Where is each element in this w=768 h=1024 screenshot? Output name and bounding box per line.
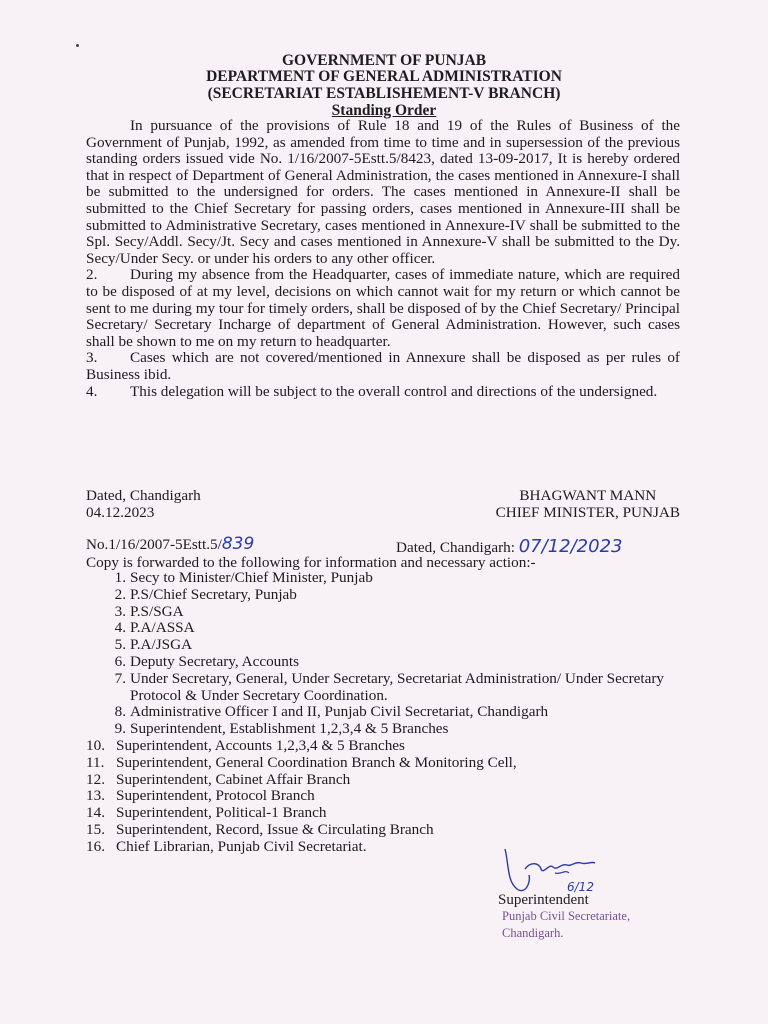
recipient-item	[86, 755, 686, 772]
recipient-item	[86, 772, 686, 789]
recipient-item	[86, 822, 686, 839]
recipient-item	[86, 721, 686, 738]
issue-date: 04.12.2023	[86, 504, 155, 521]
recipient-item	[86, 587, 686, 604]
paragraph-2	[86, 267, 680, 350]
paragraph-4	[86, 384, 680, 401]
paragraph-3-number: 3.	[86, 349, 98, 367]
recipient-number: 13.	[86, 787, 105, 805]
paragraph-3-text: Cases which are not covered/mentioned in Annexure shall be disposed as per rules of Business ibid.	[86, 349, 680, 383]
header-branch: (SECRETARIAT ESTABLISHEMENT-V BRANCH)	[207, 85, 561, 102]
recipient-text: P.A/ASSA	[130, 619, 195, 637]
superintendent-label: Superintendent	[498, 892, 589, 908]
recipient-text: Secy to Minister/Chief Minister, Punjab	[130, 569, 373, 586]
paragraph-1: In pursuance of the provisions of Rule 18 and 19 of the Rules of Business of the Government of Punjab, 1992, as amended from time to time and in supersession of the previous standing orders issued vide No. 1/16/2007-5Estt.5/8423, dated 13-09-2017, It is hereby ordered that in respect of Department of General Administration, the cases mentioned in Annexure-I shall be submitted to the undersigned for orders. The cases mentioned in Annexure-II shall be submitted to the Chief Secretary for passing orders, cases mentioned in Annexure-III shall be submitted to Administrative Secretary, cases mentioned in Annexure-IV shall be submitted to the Spl. Secy/Addl. Secy/Jt. Secy and cases mentioned in Annexure-V shall be submitted to the Dy. Secy/Under Secy. or under his orders to any other officer.	[86, 117, 680, 267]
recipient-number: 14.	[86, 804, 105, 822]
paragraph-2-text: During my absence from the Headquarter, cases of immediate nature, which are required to be disposed of at my level, decisions on which cannot wait for my return or which cannot be sent to me during my tour for timely orders, shall be disposed of by the Chief Secretary/ Principal Secretary/ Secretary Incharge of department of General Administration. However, such cases shall be shown to me on my return to headquarter.	[86, 266, 680, 350]
speck-mark	[76, 44, 79, 47]
recipient-item	[86, 738, 686, 755]
order-body	[86, 118, 680, 400]
paragraph-4-number: 4.	[86, 382, 98, 400]
recipient-number: 10.	[86, 736, 105, 754]
recipient-item	[86, 805, 686, 822]
recipient-number: 9.	[114, 720, 126, 738]
recipient-number: 1.	[114, 569, 126, 586]
issue-place: Dated, Chandigarh	[86, 487, 201, 504]
recipient-number: 6.	[114, 652, 126, 670]
recipient-list	[86, 570, 686, 856]
document-title: Standing Order	[331, 102, 437, 119]
header-government: GOVERNMENT OF PUNJAB	[281, 52, 487, 69]
recipient-text: Administrative Officer I and II, Punjab Civil Secretariat, Chandigarh	[130, 703, 549, 721]
header-department: DEPARTMENT OF GENERAL ADMINISTRATION	[206, 68, 562, 85]
recipient-item	[86, 620, 686, 637]
issue-place-date	[86, 487, 201, 521]
recipient-number: 7.	[114, 669, 126, 687]
recipient-text: Superintendent, Political-1 Branch	[116, 804, 327, 822]
handwritten-date: 07/12/2023	[518, 536, 623, 557]
recipient-text: P.A/JSGA	[130, 636, 193, 654]
recipient-number: 2.	[114, 585, 126, 603]
recipient-number: 11.	[86, 753, 105, 771]
recipient-item	[86, 654, 686, 671]
office-stamp	[502, 908, 630, 942]
paragraph-2-number: 2.	[86, 266, 98, 284]
recipient-item	[86, 788, 686, 805]
recipient-number: 3.	[114, 602, 126, 620]
recipient-item	[86, 671, 686, 705]
recipient-text: P.S/Chief Secretary, Punjab	[130, 585, 297, 603]
recipient-text: Deputy Secretary, Accounts	[130, 652, 299, 670]
recipient-number: 8.	[114, 703, 126, 721]
recipient-text: Chief Librarian, Punjab Civil Secretariat.	[116, 837, 367, 855]
recipient-text: Superintendent, Cabinet Affair Branch	[116, 770, 351, 788]
recipient-number: 12.	[86, 770, 105, 788]
recipient-text: P.S/SGA	[130, 602, 184, 620]
recipient-text: Superintendent, General Coordination Branch & Monitoring Cell,	[116, 753, 517, 771]
signatory-name: BHAGWANT MANN	[519, 487, 657, 504]
recipient-text: Superintendent, Record, Issue & Circulating Branch	[116, 820, 434, 838]
forwarding-date-label: Dated, Chandigarh:	[396, 539, 515, 556]
recipient-item	[86, 604, 686, 621]
recipient-number: 16.	[86, 837, 105, 855]
copy-forwarded-text: Copy is forwarded to the following for information and necessary action:-	[86, 554, 536, 571]
reference-number: No.1/16/2007-5Estt.5/	[86, 536, 222, 553]
recipient-item	[86, 570, 686, 587]
signature-date: 6/12	[567, 880, 594, 894]
recipient-number: 4.	[114, 619, 126, 637]
stamp-line-2: Chandigarh.	[502, 926, 564, 940]
signatory-block	[496, 487, 680, 521]
recipient-text: Under Secretary, General, Under Secretary, Secretariat Administration/ Under Secretary Protocol & Under Secretary Coordination.	[130, 669, 664, 704]
recipient-number: 5.	[114, 636, 126, 654]
handwritten-ref-number: 839	[221, 534, 255, 554]
signatory-designation: CHIEF MINISTER, PUNJAB	[495, 504, 680, 521]
recipient-text: Superintendent, Accounts 1,2,3,4 & 5 Branches	[116, 736, 405, 754]
paragraph-4-text: This delegation will be subject to the overall control and directions of the undersigned.	[130, 382, 658, 400]
recipient-number: 15.	[86, 820, 105, 838]
recipient-item	[86, 704, 686, 721]
recipient-text: Superintendent, Establishment 1,2,3,4 & 5 Branches	[130, 720, 449, 738]
stamp-line-1: Punjab Civil Secretariate,	[502, 909, 631, 923]
paragraph-3	[86, 350, 680, 383]
recipient-text: Superintendent, Protocol Branch	[116, 787, 315, 805]
recipient-item	[86, 637, 686, 654]
